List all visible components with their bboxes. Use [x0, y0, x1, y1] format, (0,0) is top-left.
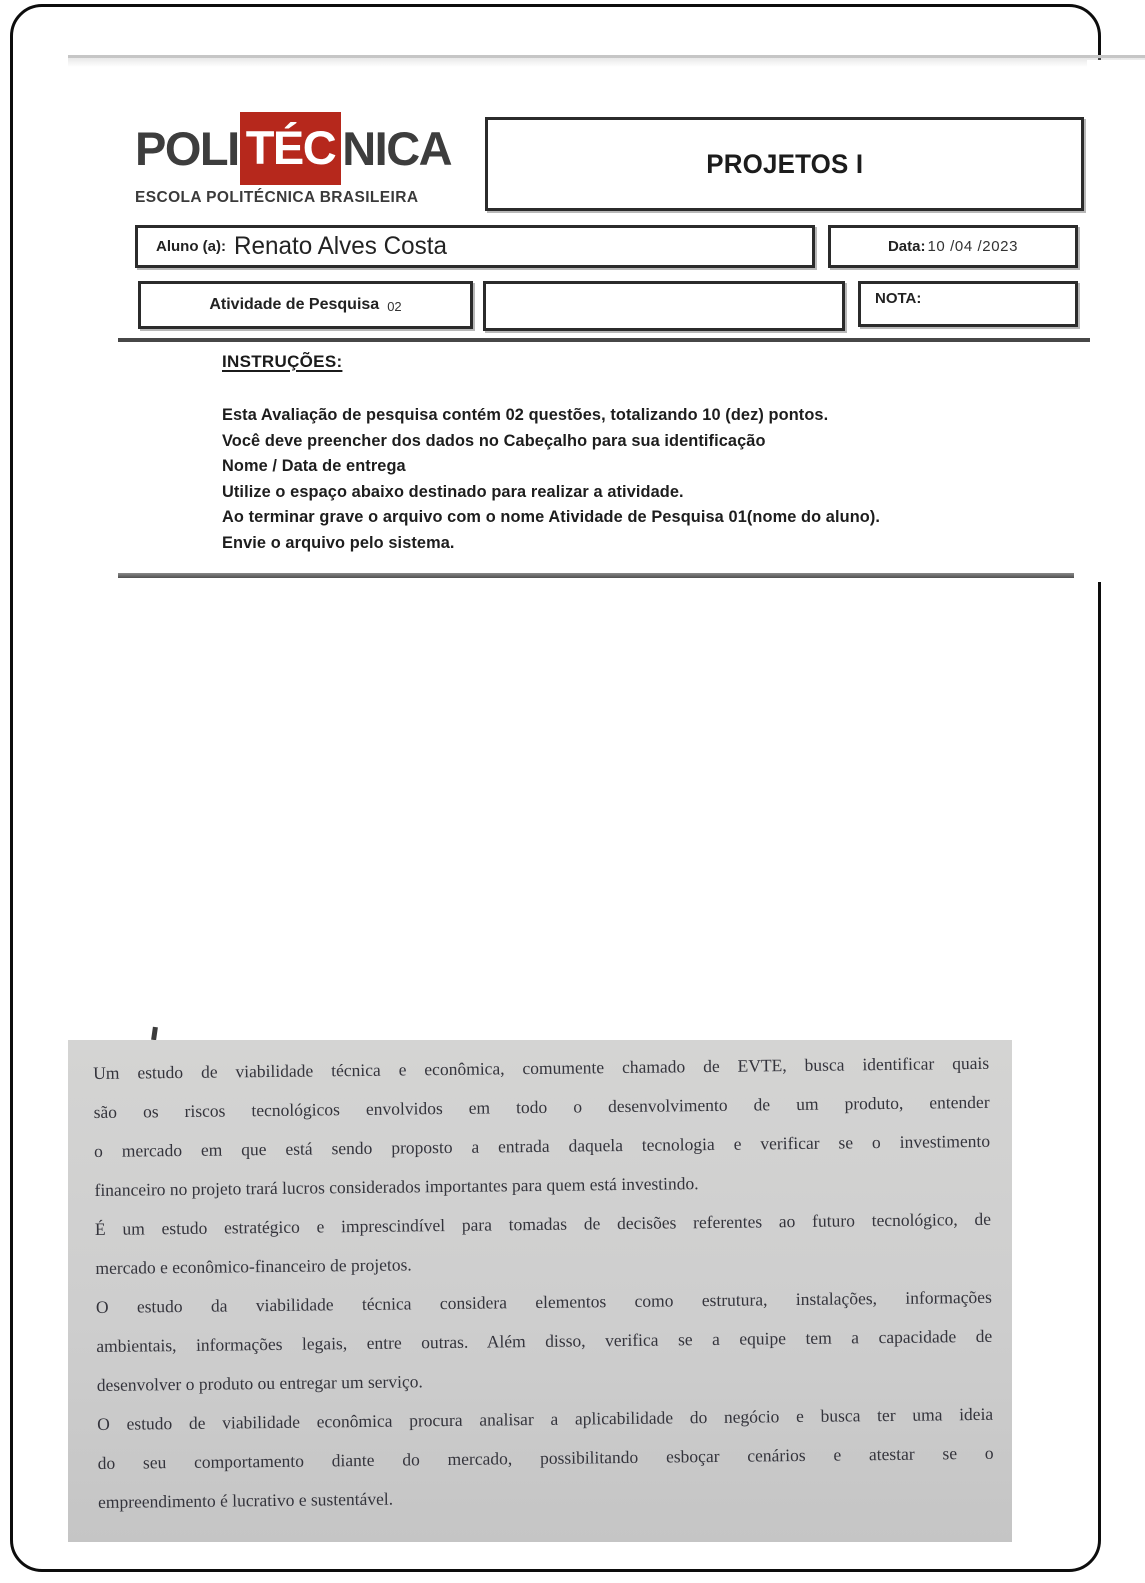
- instruction-line: Ao terminar grave o arquivo com o nome Atividade de Pesquisa 01(nome do aluno).: [222, 508, 881, 526]
- scanned-text-line: mercado e econômico-financeiro de projetos.: [95, 1254, 412, 1278]
- top-divider-line: [68, 55, 1145, 58]
- activity-number: 02: [387, 299, 402, 314]
- scanned-text: [93, 1044, 994, 1522]
- instructions-title: INSTRUÇÕES:: [222, 352, 343, 371]
- scanned-text-line: ambientais, informações legais, entre outras. Além disso, verifica se a equipe tem a capacidade de: [96, 1325, 993, 1356]
- logo-wordmark: [135, 112, 480, 185]
- scanned-text-line: são os riscos tecnológicos envolvidos em todo o desenvolvimento de um produto, entender: [93, 1091, 990, 1122]
- logo-highlight-red-box: TÉC: [240, 112, 342, 185]
- scanned-text-line: O estudo de viabilidade econômica procura analisar a aplicabilidade do negócio e busca ter uma ideia: [97, 1403, 994, 1434]
- instruction-line: Envie o arquivo pelo sistema.: [222, 533, 455, 552]
- school-subtitle: ESCOLA POLITÉCNICA BRASILEIRA: [135, 189, 419, 206]
- header-divider-line: [118, 338, 1090, 342]
- course-title: PROJETOS I: [705, 148, 864, 179]
- grade-field: [858, 281, 1078, 327]
- scanned-text-line: desenvolver o produto ou entregar um serviço.: [96, 1371, 423, 1395]
- logo-text-suffix: NICA: [342, 122, 452, 175]
- logo-text-prefix: POLI: [135, 122, 239, 175]
- instruction-line: Nome / Data de entrega: [222, 457, 406, 475]
- date-field: [828, 225, 1078, 268]
- scanned-text-line: do seu comportamento diante do mercado, possibilitando esboçar cenários e atestar se o: [97, 1442, 994, 1473]
- student-label: Aluno (a):: [156, 238, 226, 255]
- instruction-line: Utilize o espaço abaixo destinado para realizar a atividade.: [222, 482, 684, 501]
- instructions-divider-line: [118, 573, 1074, 578]
- grade-label: NOTA:: [875, 290, 922, 307]
- scanned-text-line: Um estudo de viabilidade técnica e econômica, comumente chamado de EVTE, busca identificar quais: [93, 1052, 990, 1083]
- scanned-text-line: o mercado em que está sendo proposto a entrada daquela tecnologia e verificar se o investimento: [93, 1130, 991, 1161]
- blank-field-box: [483, 281, 845, 331]
- activity-label: Atividade de Pesquisa: [209, 296, 380, 313]
- course-title-box: [485, 117, 1084, 211]
- student-name-value: Renato Alves Costa: [233, 232, 447, 260]
- instruction-line: Você deve preencher dos dados no Cabeçalho para sua identificação: [222, 431, 766, 450]
- border-gap-patch: [1087, 60, 1145, 582]
- school-logo: [135, 112, 480, 207]
- scanned-text-line: empreendimento é lucrativo e sustentável.: [97, 1488, 394, 1512]
- instructions-body: [222, 403, 1012, 556]
- date-label: Data:: [887, 238, 926, 255]
- scanned-text-line: financeiro no projeto trará lucros considerados importantes para quem está investindo.: [94, 1173, 699, 1200]
- scanned-answer-block: [68, 1040, 1012, 1542]
- student-name-field: [135, 225, 815, 268]
- date-value: 10 /04 /2023: [927, 238, 1019, 255]
- activity-field: [138, 281, 473, 329]
- instruction-line: Esta Avaliação de pesquisa contém 02 questões, totalizando 10 (dez) pontos.: [222, 406, 829, 424]
- scanned-text-line: É um estudo estratégico e imprescindível para tomadas de decisões referentes ao futuro tecnológico, de: [94, 1208, 992, 1239]
- scanned-text-line: O estudo da viabilidade técnica considera elementos como estrutura, instalações, informações: [95, 1286, 992, 1317]
